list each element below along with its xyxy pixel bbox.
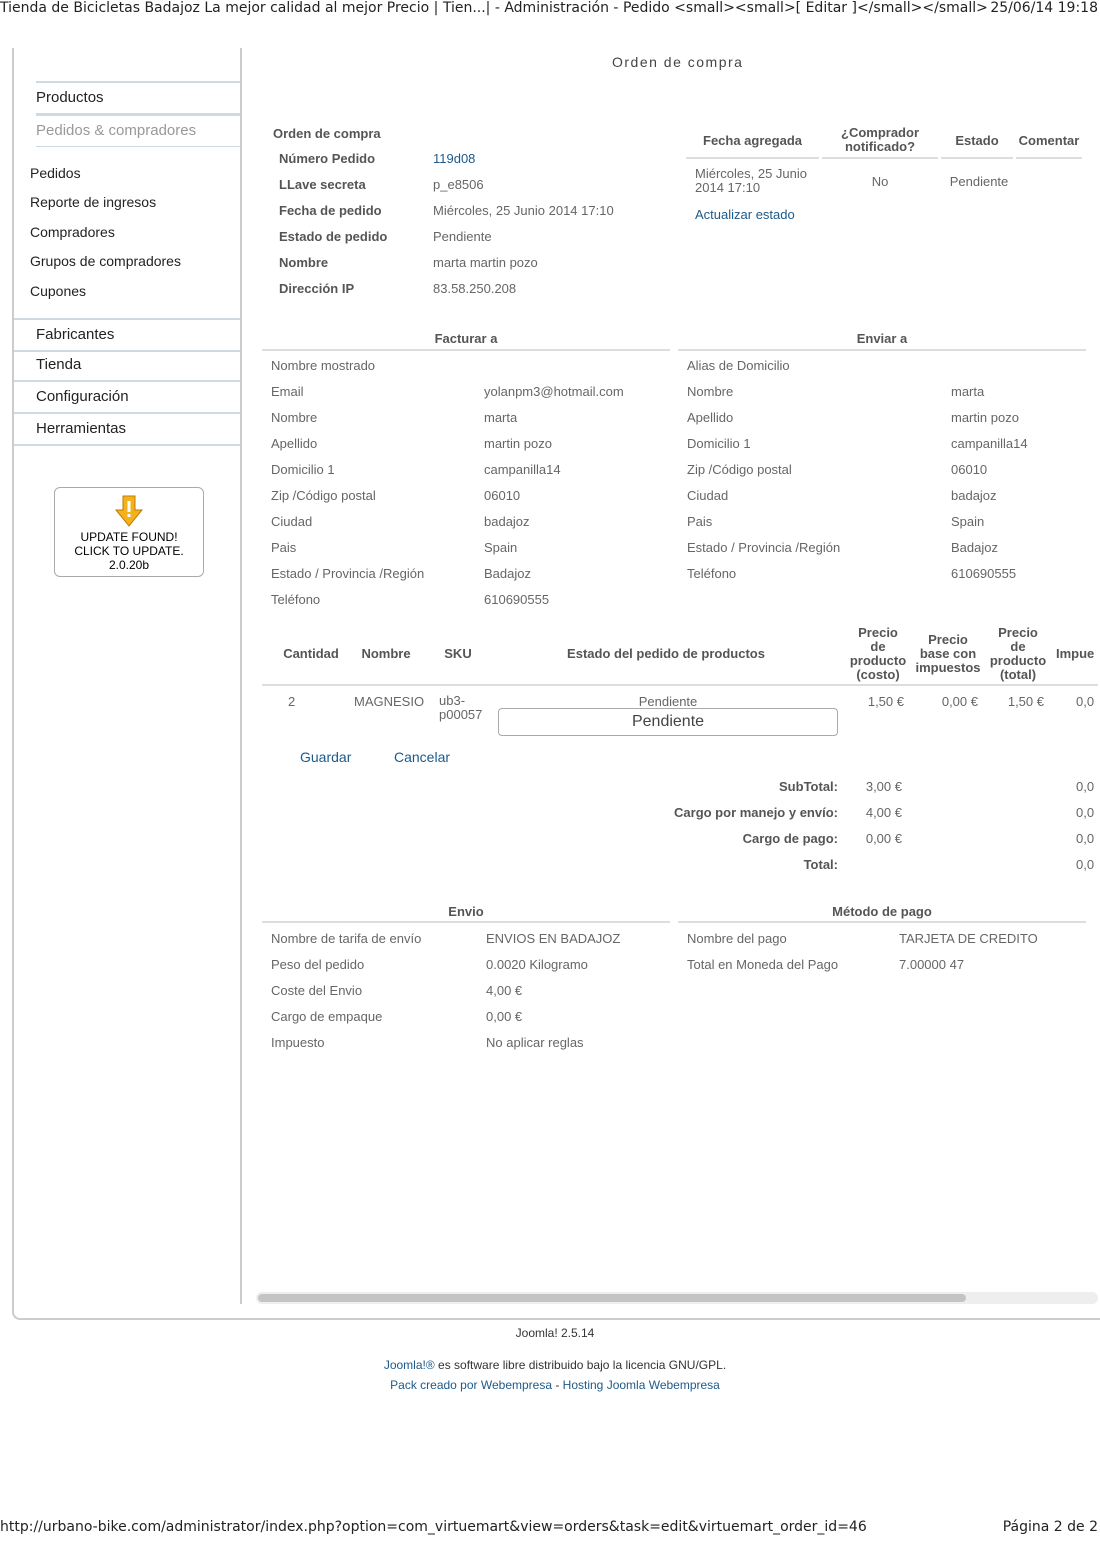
bill-label-8: Estado / Provincia /Región (271, 566, 425, 581)
precio-base-line-3: impuestos (915, 660, 981, 675)
bill-label-5: Zip /Código postal (271, 488, 376, 503)
payment-heading: Método de pago (832, 904, 932, 919)
history-date-value: Miércoles, 25 Junio 2014 17:10 (695, 166, 807, 195)
ship-to-rule (678, 349, 1086, 351)
bill-to-rule (262, 349, 670, 351)
ship-value-5: badajoz (951, 488, 997, 503)
secret-key-label: LLave secreta (279, 177, 366, 192)
item-name: MAGNESIO (354, 694, 425, 709)
shipping-value-3: 0,00 € (486, 1009, 523, 1024)
print-url: http://urbano-bike.com/administrator/index.php?option=com_virtuemart&view=orders&task=edit&virtuemart_order_id=46 (0, 1519, 867, 1535)
bill-value-4: campanilla14 (484, 462, 561, 477)
update-line-2: CLICK TO UPDATE. (74, 544, 184, 558)
print-page-number: Página 2 de 2 (1002, 1519, 1098, 1535)
items-header-precio-base (914, 633, 982, 675)
table-row (262, 690, 1098, 740)
ship-value-2: martin pozo (951, 410, 1019, 425)
bill-value-9: 610690555 (484, 592, 550, 607)
ship-label-2: Apellido (687, 410, 734, 425)
payment-label-1: Total en Moneda del Pago (687, 957, 839, 972)
total-label: Total: (803, 857, 838, 872)
subtotal-value: 3,00 € (865, 779, 902, 794)
menu-tienda-label: Tienda (36, 356, 82, 373)
ship-label-4: Zip /Código postal (687, 462, 792, 477)
menu-productos-label: Productos (36, 89, 104, 106)
menu-tienda[interactable] (14, 350, 240, 382)
items-header-nombre: Nombre (361, 646, 411, 661)
history-header-fecha: Fecha agregada (703, 133, 802, 148)
shipping-heading: Envio (448, 904, 484, 919)
history-status-value: Pendiente (949, 174, 1009, 189)
shipping-charge-value: 4,00 € (865, 805, 902, 820)
bill-value-7: Spain (484, 540, 518, 555)
subtotal-label: SubTotal: (779, 779, 838, 794)
customer-name-label: Nombre (279, 255, 329, 270)
order-status-label: Estado de pedido (279, 229, 388, 244)
bill-label-4: Domicilio 1 (271, 462, 335, 477)
items-header-precio-costo (846, 626, 910, 682)
credits-line (0, 1378, 1100, 1392)
joomla-link[interactable]: Joomla!® (383, 1358, 435, 1372)
bill-label-1: Email (271, 384, 304, 399)
order-date-value: Miércoles, 25 Junio 2014 17:10 (433, 203, 614, 218)
print-footer (0, 1519, 1100, 1541)
precio-total-line-3: producto (989, 653, 1047, 668)
precio-total-line-2: de (1010, 639, 1026, 654)
shipping-value-0: ENVIOS EN BADAJOZ (486, 931, 621, 946)
credits-separator: - (552, 1378, 563, 1392)
history-rule-2 (822, 157, 938, 159)
bill-label-6: Ciudad (271, 514, 313, 529)
bill-label-9: Teléfono (271, 592, 321, 607)
items-header-rule (262, 684, 1098, 686)
bill-value-6: badajoz (484, 514, 530, 529)
totals-block (600, 779, 1098, 879)
precio-costo-line-3: producto (849, 653, 907, 668)
horizontal-scrollbar[interactable] (256, 1292, 1098, 1304)
ship-label-7: Estado / Provincia /Región (687, 540, 841, 555)
history-rule-3 (941, 157, 1013, 159)
menu-configuracion-label: Configuración (36, 388, 129, 405)
bill-to-table (271, 358, 671, 618)
precio-costo-line-2: de (870, 639, 886, 654)
bill-label-2: Nombre (271, 410, 318, 425)
ip-address-value: 83.58.250.208 (433, 281, 517, 296)
history-notified-value: No (871, 174, 889, 189)
print-header (0, 0, 1100, 22)
warning-arrow-icon (114, 494, 144, 528)
shipping-label-3: Cargo de empaque (271, 1009, 383, 1024)
item-price-total: 1,50 € (1007, 694, 1044, 709)
shipping-value-4: No aplicar reglas (486, 1035, 584, 1050)
precio-base-line-1: Precio (928, 632, 968, 647)
update-label (55, 530, 203, 572)
ship-label-3: Domicilio 1 (687, 436, 751, 451)
sidebar (14, 48, 242, 1304)
submenu-pedidos[interactable]: Pedidos (30, 165, 81, 181)
ship-value-8: 610690555 (951, 566, 1017, 581)
items-header-estado: Estado del pedido de productos (567, 646, 765, 661)
payment-rule (678, 921, 1086, 923)
payment-charge-label: Cargo de pago: (742, 831, 838, 846)
joomla-version: Joomla! 2.5.14 (515, 1326, 595, 1340)
history-header-notificado: ¿Comprador notificado? (841, 125, 919, 154)
menu-fabricantes-label: Fabricantes (36, 326, 115, 343)
ship-value-4: 06010 (951, 462, 988, 477)
update-status-link[interactable]: Actualizar estado (695, 207, 795, 222)
bill-label-7: Pais (271, 540, 297, 555)
order-date-label: Fecha de pedido (279, 203, 382, 218)
page-title: Orden de compra (612, 54, 744, 70)
menu-configuracion[interactable] (14, 382, 240, 414)
save-button[interactable]: Guardar (300, 749, 352, 765)
hosting-link[interactable]: Hosting Joomla Webempresa (562, 1378, 720, 1392)
shipping-value-2: 4,00 € (486, 983, 523, 998)
order-number-value[interactable]: 119d08 (433, 151, 476, 166)
precio-total-line-1: Precio (998, 625, 1038, 640)
license-text: es software libre distribuido bajo la licencia GNU/GPL. (434, 1358, 727, 1372)
print-datetime: 25/06/14 19:18 (990, 0, 1098, 16)
menu-herramientas[interactable] (14, 414, 240, 446)
bill-label-3: Apellido (271, 436, 318, 451)
items-table-header (262, 620, 1098, 690)
item-tax: 0,0 (1076, 694, 1095, 709)
order-info-heading: Orden de compra (273, 126, 381, 141)
item-sku-line-2: p00057 (439, 707, 483, 722)
history-rule-4 (1016, 157, 1082, 159)
shipping-charge-label: Cargo por manejo y envío: (674, 805, 838, 820)
menu-fabricantes[interactable] (14, 318, 240, 352)
bill-to-heading: Facturar a (434, 331, 498, 346)
ship-to-table (687, 358, 1087, 598)
ship-value-7: Badajoz (951, 540, 998, 555)
history-header-estado: Estado (955, 133, 999, 148)
subtotal-tax: 0,0 (1076, 779, 1095, 794)
submenu-compradores[interactable]: Compradores (30, 224, 115, 240)
shipping-label-2: Coste del Envio (271, 983, 363, 998)
update-line-1: UPDATE FOUND! (80, 530, 178, 544)
precio-total-line-4: (total) (999, 667, 1037, 682)
payment-charge-value: 0,00 € (865, 831, 902, 846)
menu-productos[interactable] (36, 81, 240, 114)
item-status-text: Pendiente (638, 694, 698, 709)
history-header-comentar: Comentar (1018, 133, 1080, 148)
ip-address-label: Dirección IP (279, 281, 355, 296)
shipping-label-1: Peso del pedido (271, 957, 365, 972)
items-header-impuesto: Impue (1056, 646, 1095, 661)
menu-pedidos-compradores-label: Pedidos & compradores (36, 122, 197, 139)
ship-label-1: Nombre (687, 384, 734, 399)
bill-value-8: Badajoz (484, 566, 531, 581)
ship-value-1: marta (951, 384, 985, 399)
order-status-value: Pendiente (433, 229, 492, 244)
update-line-3: 2.0.20b (108, 558, 150, 572)
scrollbar-thumb[interactable] (258, 1294, 966, 1302)
ship-label-8: Teléfono (687, 566, 737, 581)
bill-value-5: 06010 (484, 488, 521, 503)
print-page-title: Tienda de Bicicletas Badajoz La mejor calidad al mejor Precio | Tien...| - Administración - Pedido <small><small>[ Editar ]</small></small> (0, 0, 988, 16)
precio-base-line-2: base con (919, 646, 977, 661)
ship-to-heading: Enviar a (856, 331, 908, 346)
item-price-base: 0,00 € (941, 694, 978, 709)
ship-label-0: Alias de Domicilio (687, 358, 790, 373)
order-number-label: Número Pedido (279, 151, 376, 166)
webempresa-pack-link[interactable]: Pack creado por Webempresa (390, 1378, 552, 1392)
submenu-cupones[interactable]: Cupones (30, 283, 87, 299)
items-header-sku: SKU (444, 646, 472, 661)
update-button[interactable] (54, 487, 204, 577)
submenu-grupos-compradores[interactable]: Grupos de compradores (30, 253, 181, 269)
precio-costo-line-4: (costo) (856, 667, 900, 682)
payment-label-0: Nombre del pago (687, 931, 787, 946)
customer-name-value: marta martin pozo (433, 255, 538, 270)
payment-charge-tax: 0,0 (1076, 831, 1095, 846)
secret-key-value: p_e8506 (433, 177, 484, 192)
shipping-rule (262, 921, 670, 923)
item-price-cost: 1,50 € (867, 694, 904, 709)
menu-pedidos-compradores[interactable] (36, 114, 240, 147)
ship-value-3: campanilla14 (951, 436, 1028, 451)
payment-table (687, 931, 1087, 991)
item-quantity: 2 (288, 694, 296, 709)
menu-herramientas-label: Herramientas (36, 420, 127, 437)
submenu-reporte-ingresos[interactable]: Reporte de ingresos (30, 194, 157, 210)
history-rule-1 (686, 157, 819, 159)
shipping-charge-tax: 0,0 (1076, 805, 1095, 820)
item-status-select[interactable]: Pendiente (498, 708, 838, 736)
items-header-precio-total (986, 626, 1050, 682)
cancel-button[interactable]: Cancelar (394, 749, 451, 765)
bill-label-0: Nombre mostrado (271, 358, 376, 373)
payment-value-0: TARJETA DE CREDITO (899, 931, 1038, 946)
shipping-value-1: 0.0020 Kilogramo (486, 957, 588, 972)
shipping-table (271, 931, 671, 1061)
ship-label-6: Pais (687, 514, 713, 529)
payment-value-1: 7.00000 47 (899, 957, 965, 972)
items-header-cantidad: Cantidad (283, 646, 339, 661)
item-sku (439, 694, 482, 722)
precio-costo-line-1: Precio (858, 625, 898, 640)
bill-value-3: martin pozo (484, 436, 552, 451)
total-tax: 0,0 (1076, 857, 1095, 872)
bill-value-2: marta (484, 410, 518, 425)
item-sku-line-1: ub3- (439, 693, 466, 708)
shipping-label-0: Nombre de tarifa de envío (271, 931, 422, 946)
shipping-label-4: Impuesto (271, 1035, 325, 1050)
license-line (0, 1358, 1100, 1372)
ship-value-6: Spain (951, 514, 985, 529)
ship-label-5: Ciudad (687, 488, 729, 503)
bill-value-1: yolanpm3@hotmail.com (484, 384, 624, 399)
